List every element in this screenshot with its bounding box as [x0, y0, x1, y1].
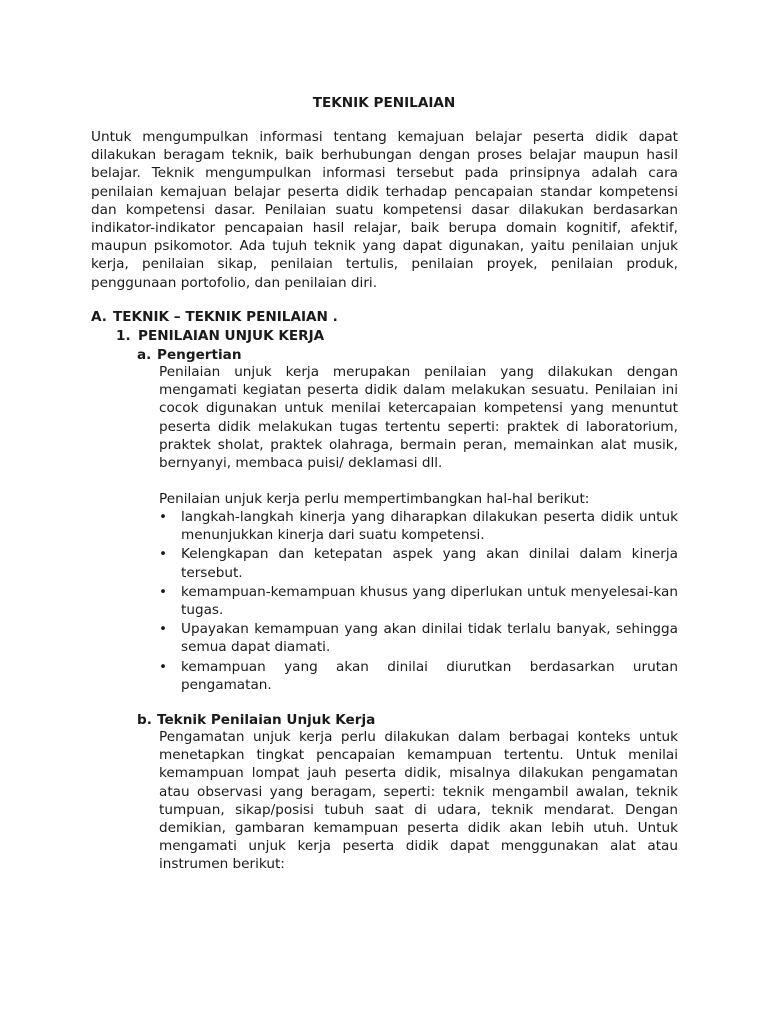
subsection-b-paragraph: Pengamatan unjuk kerja perlu dilakukan dalam berbagai konteks untuk menetapkan tingkat pencapaian kemampuan tertentu. Untuk menilai kemampuan lompat jauh peserta didik, misalnya dilakukan pengamatan atau observasi yang beragam, seperti: teknik mengambil awalan, teknik tumpuan, sikap/posisi tubuh saat di udara, teknik mendarat. Dengan demikian, gambaran kemampuan peserta didik akan lebih utuh. Untuk mengamati unjuk kerja peserta didik dapat menggunakan alat atau instrumen berikut: — [159, 729, 678, 873]
section-a-heading — [91, 308, 338, 326]
subsection-a-marker: a. — [137, 347, 152, 363]
bullet-icon: • — [159, 621, 168, 638]
section-1-marker: 1. — [116, 328, 131, 344]
list-item-text: Kelengkapan dan ketepatan aspek yang akan dinilai dalam kinerja tersebut. — [181, 546, 678, 581]
bullet-list — [159, 508, 678, 695]
section-1-heading — [116, 327, 324, 345]
subsection-b-marker: b. — [137, 712, 152, 728]
list-item — [159, 545, 678, 581]
list-item-text: langkah-langkah kinerja yang diharapkan dilakukan peserta didik untuk menunjukkan kinerja dari suatu kompetensi. — [181, 509, 678, 544]
list-item-text: kemampuan-kemampuan khusus yang diperlukan untuk menyelesai-kan tugas. — [181, 583, 678, 619]
page-title: TEKNIK PENILAIAN — [312, 95, 456, 111]
subsection-a-paragraph: Penilaian unjuk kerja merupakan penilaian yang dilakukan dengan mengamati kegiatan peserta didik dalam melakukan sesuatu. Penilaian ini cocok digunakan untuk menilai ketercapaian kompetensi yang menuntut peserta didik melakukan tugas tertentu seperti: praktek di laboratorium, praktek sholat, praktek olahraga, bermain peran, memainkan alat musik, bernyanyi, membaca puisi/ deklamasi dll. — [159, 364, 678, 472]
list-item — [159, 620, 678, 656]
bullet-icon: • — [159, 546, 168, 563]
subsection-a-heading — [137, 346, 242, 364]
section-a-title: TEKNIK – TEKNIK PENILAIAN . — [113, 309, 338, 325]
list-intro: Penilaian unjuk kerja perlu mempertimbangkan hal-hal berikut: — [159, 491, 590, 507]
bullet-icon: • — [159, 509, 168, 525]
subsection-a-title: Pengertian — [157, 347, 242, 363]
list-item — [159, 508, 678, 544]
subsection-b-heading — [137, 711, 375, 729]
subsection-b-title: Teknik Penilaian Unjuk Kerja — [157, 712, 376, 728]
list-item-text: Upayakan kemampuan yang akan dinilai tidak terlalu banyak, sehingga semua dapat diamati. — [181, 621, 678, 656]
intro-paragraph: Untuk mengumpulkan informasi tentang kemajuan belajar peserta didik dapat dilakukan beragam teknik, baik berhubungan dengan proses belajar maupun hasil belajar. Teknik mengumpulkan informasi tersebut pada prinsipnya adalah cara penilaian kemajuan belajar peserta didik terhadap pencapaian standar kompetensi dan kompetensi dasar. Penilaian suatu kompetensi dasar dilakukan berdasarkan indikator-indikator pencapaian hasil relajar, baik berupa domain kognitif, afektif, maupun psikomotor. Ada tujuh teknik yang dapat digunakan, yaitu penilaian unjuk kerja, penilaian sikap, penilaian tertulis, penilaian proyek, penilaian produk, penggunaan portofolio, dan penilaian diri. — [91, 129, 678, 291]
bullet-icon: • — [159, 658, 168, 675]
section-a-marker: A. — [91, 309, 107, 325]
list-item — [159, 583, 678, 619]
bullet-icon: • — [159, 583, 168, 600]
section-1-title: PENILAIAN UNJUK KERJA — [138, 328, 325, 344]
list-item-text: kemampuan yang akan dinilai diurutkan berdasarkan urutan pengamatan. — [181, 658, 678, 693]
list-item — [159, 658, 678, 694]
